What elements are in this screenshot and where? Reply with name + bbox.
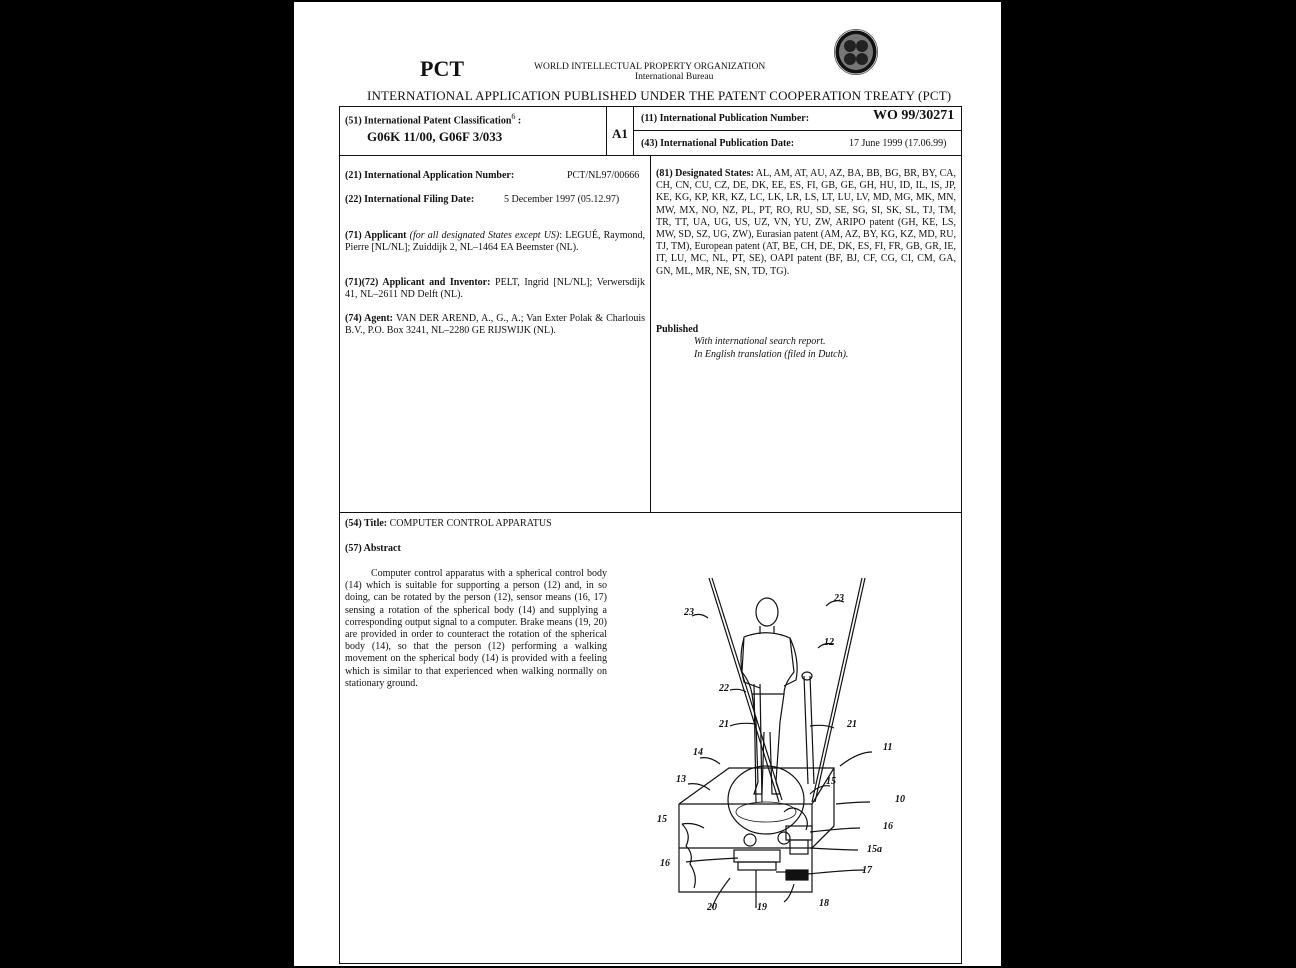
figure-label-16-left: 16 bbox=[660, 858, 670, 869]
application-number: PCT/NL97/00666 bbox=[567, 170, 640, 181]
designated-states-text: AL, AM, AT, AU, AZ, BA, BB, BG, BR, BY, CA, CH, CN, CU, CZ, DE, DK, EE, ES, FI, GB, GE, GH, HU, ID, IL, IS, JP, KE, KG, KP, KR, KZ, LC, LK, LR, LS, LT, LU, LV, MD, MG, MK, MN, MW, MX, NO, NZ, PL, PT, RO, RU, SD, SE, SG, SI, SK, SL, TJ, TM, TR, TT, UA, UG, US, UZ, VN, YU, ZW, ARIPO patent (GH, KE, LS, MW, SD, SZ, UG, ZW), Eurasian patent (AM, AZ, BY, KG, KZ, MD, RU, TJ, TM), European patent (AT, BE, CH, DE, DK, ES, FI, FR, GB, GR, IE, IT, LU, MC, NL, PT, SE), OAPI patent (BF, BJ, CF, CG, CI, CM, GA, GN, ML, MR, NE, SN, TD, TG). bbox=[656, 168, 957, 277]
kind-code: A1 bbox=[612, 126, 628, 141]
publication-date-label: (43) International Publication Date: bbox=[641, 138, 795, 149]
org-subtitle: International Bureau bbox=[635, 72, 714, 82]
middle-column-rule bbox=[650, 155, 651, 513]
applicant-qualifier: (for all designated States except US) bbox=[409, 230, 560, 241]
publication-number-label: (11) International Publication Number: bbox=[641, 113, 810, 124]
filing-date-label: (22) International Filing Date: bbox=[345, 194, 475, 205]
classification-colon: : bbox=[515, 115, 522, 127]
applicant-text: : LEGUÉ, Raymond, Pierre [NL/NL]; Zuiddijk 2, NL–1464 EA Beemster (NL). bbox=[345, 230, 646, 254]
abstract-label: (57) Abstract bbox=[345, 543, 401, 554]
agent-label: (74) Agent: bbox=[345, 313, 393, 324]
figure-label-15a: 15a bbox=[867, 844, 882, 855]
figure-label-21-left: 21 bbox=[719, 719, 729, 730]
table-bottom-rule bbox=[339, 963, 962, 964]
figure-label-15-right: 15 bbox=[826, 776, 836, 787]
figure-label-21-right: 21 bbox=[847, 719, 857, 730]
figure-label-16-right: 16 bbox=[883, 821, 893, 832]
figure-label-14: 14 bbox=[693, 747, 703, 758]
title-row bbox=[345, 518, 552, 530]
figure-label-12: 12 bbox=[824, 637, 834, 648]
published-line-2: In English translation (filed in Dutch). bbox=[694, 349, 849, 360]
wipo-logo-icon bbox=[833, 28, 879, 76]
figure-label-23-left: 23 bbox=[684, 607, 694, 618]
inventor-text: PELT, Ingrid [NL/NL]; Verwersdijk 41, NL–2611 ND Delft (NL). bbox=[345, 277, 645, 301]
kind-right-rule bbox=[633, 106, 634, 156]
applicant-block bbox=[345, 230, 645, 254]
table-left-rule bbox=[339, 106, 340, 964]
document-heading: INTERNATIONAL APPLICATION PUBLISHED UNDER THE PATENT COOPERATION TREATY (PCT) bbox=[367, 88, 952, 103]
publication-split-rule bbox=[633, 130, 962, 131]
title-label: (54) Title: bbox=[345, 518, 388, 529]
inventor-label: (71)(72) Applicant and Inventor: bbox=[345, 277, 491, 288]
kind-left-rule bbox=[606, 106, 607, 156]
figure-label-19: 19 bbox=[757, 902, 767, 913]
figure-label-11: 11 bbox=[883, 742, 893, 753]
agent-block bbox=[345, 313, 645, 337]
published-label: Published bbox=[656, 324, 699, 335]
inventor-block bbox=[345, 277, 645, 301]
figure-label-10: 10 bbox=[895, 794, 905, 805]
designated-states-block bbox=[656, 168, 956, 278]
publication-date: 17 June 1999 (17.06.99) bbox=[849, 138, 947, 149]
designated-states-label: (81) Designated States: bbox=[656, 168, 754, 179]
applicant-label: (71) Applicant bbox=[345, 230, 407, 241]
figure-label-22: 22 bbox=[719, 683, 729, 694]
figure-label-20: 20 bbox=[707, 902, 717, 913]
figure-label-17: 17 bbox=[862, 865, 872, 876]
apparatus-figure bbox=[634, 572, 954, 952]
figure-label-15-left: 15 bbox=[657, 814, 667, 825]
application-number-label: (21) International Application Number: bbox=[345, 170, 515, 181]
filing-date: 5 December 1997 (05.12.97) bbox=[504, 194, 620, 205]
patent-page bbox=[294, 2, 1001, 966]
table-right-rule bbox=[961, 106, 962, 964]
publication-number: WO 99/30271 bbox=[873, 108, 955, 123]
classification-label bbox=[345, 111, 521, 127]
classification-value: G06K 11/00, G06F 3/033 bbox=[367, 129, 503, 144]
org-name: WORLD INTELLECTUAL PROPERTY ORGANIZATION bbox=[534, 62, 766, 72]
figure-label-18: 18 bbox=[819, 898, 829, 909]
classification-label-text: (51) International Patent Classification bbox=[345, 115, 512, 127]
figure-label-23-right: 23 bbox=[834, 593, 844, 604]
classification-edition: 6 bbox=[511, 112, 516, 121]
agent-text: VAN DER AREND, A., G., A.; Van Exter Polak & Charlouis B.V., P.O. Box 3241, NL–2280 GE RIJSWIJK (NL). bbox=[345, 313, 645, 337]
table-top-rule bbox=[339, 106, 962, 107]
published-line-1: With international search report. bbox=[694, 336, 826, 347]
figure-label-13: 13 bbox=[676, 774, 686, 785]
pct-label: PCT bbox=[420, 56, 464, 81]
abstract-text: Computer control apparatus with a spherical control body (14) which is suitable for supporting a person (12) and, in so doing, can be rotated by the person (12), sensor means (16, 17) sensing a rotation of the spherical body (14) and supplying a corresponding output signal to a computer. Brake means (19, 20) are provided in order to counteract the rotation of the spherical body (14), so that the person (12) performing a walking movement on the spherical body (14) is provided with a feeling which is similar to that experienced when walking normally on stationary ground. bbox=[345, 568, 607, 689]
title-value: COMPUTER CONTROL APPARATUS bbox=[389, 518, 552, 529]
